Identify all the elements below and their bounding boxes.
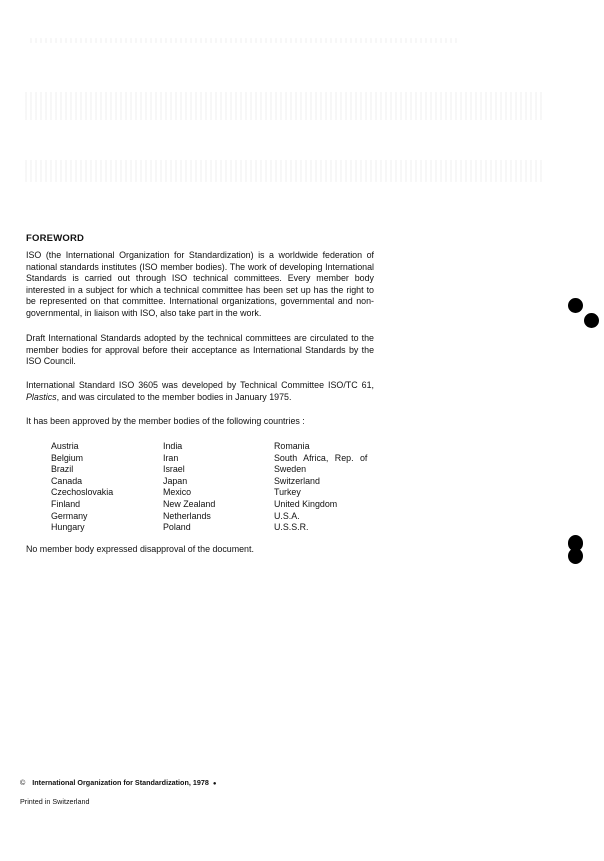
country-item: Canada	[51, 475, 83, 486]
printed-in-line: Printed in Switzerland	[20, 797, 90, 806]
country-item: India	[163, 441, 183, 451]
copyright-line	[20, 778, 216, 787]
punch-hole-icon	[584, 313, 599, 328]
country-item: New Zealand	[163, 498, 216, 509]
bullet-mark-icon: ●	[212, 781, 217, 787]
scan-bleed-through	[30, 38, 460, 43]
country-item: Romania	[274, 441, 310, 451]
country-item: Mexico	[163, 487, 192, 498]
punch-hole-icon	[568, 298, 583, 313]
scan-bleed-through	[25, 92, 545, 120]
country-item: Brazil	[51, 464, 74, 475]
scan-bleed-through	[25, 160, 545, 182]
paragraph-approval: It has been approved by the member bodies of the following countries :	[26, 416, 305, 426]
country-item: United Kingdom	[274, 498, 338, 509]
copyright-text: International Organization for Standardization, 1978	[32, 778, 209, 787]
copyright-icon: ©	[20, 778, 26, 787]
p3-text-before: International Standard ISO 3605 was developed by Technical Committee ISO/TC 61,	[26, 380, 374, 390]
country-item: Israel	[163, 464, 185, 475]
country-item: U.S.A.	[274, 510, 300, 521]
country-column-1	[51, 441, 163, 534]
country-column-2	[163, 441, 274, 534]
country-item: Switzerland	[274, 475, 320, 486]
paragraph-no-disapproval: No member body expressed disapproval of the document.	[26, 544, 254, 554]
country-item: Austria	[51, 441, 79, 451]
p3-text-after: , and was circulated to the member bodies in January 1975.	[56, 391, 292, 402]
paragraph-iso-intro: ISO (the International Organization for Standardization) is a worldwide federation of national standards institutes (ISO member bodies). The work of developing International Standards is carried out through ISO technical committees. Every member body interested in a subject for which a technical committee has been set up has the right to be represented on that committee. International organizations, governmental and non-governmental, in liaison with ISO, also take part in the work.	[26, 250, 374, 318]
country-item: Japan	[163, 475, 188, 486]
country-item: U.S.S.R.	[274, 522, 309, 533]
country-item: Finland	[51, 498, 81, 509]
p3-committee-name: Plastics	[26, 391, 57, 402]
punch-hole-icon	[568, 548, 583, 564]
country-item: Czechoslovakia	[51, 487, 114, 498]
country-item: South Africa, Rep. of	[274, 452, 368, 463]
country-item: Germany	[51, 510, 88, 521]
country-item: Hungary	[51, 522, 85, 533]
country-item: Belgium	[51, 452, 84, 463]
country-item: Sweden	[274, 464, 307, 475]
country-column-3	[274, 441, 384, 534]
paragraph-draft-standards: Draft International Standards adopted by the technical committees are circulated to the member bodies for approval before their acceptance as International Standards by the ISO Council.	[26, 333, 374, 367]
country-item: Turkey	[274, 487, 301, 498]
country-item: Netherlands	[163, 510, 211, 521]
country-list	[51, 441, 384, 534]
foreword-heading: FOREWORD	[26, 233, 85, 244]
paragraph-iso-3605	[26, 380, 374, 403]
country-item: Poland	[163, 522, 191, 533]
country-item: Iran	[163, 452, 179, 463]
